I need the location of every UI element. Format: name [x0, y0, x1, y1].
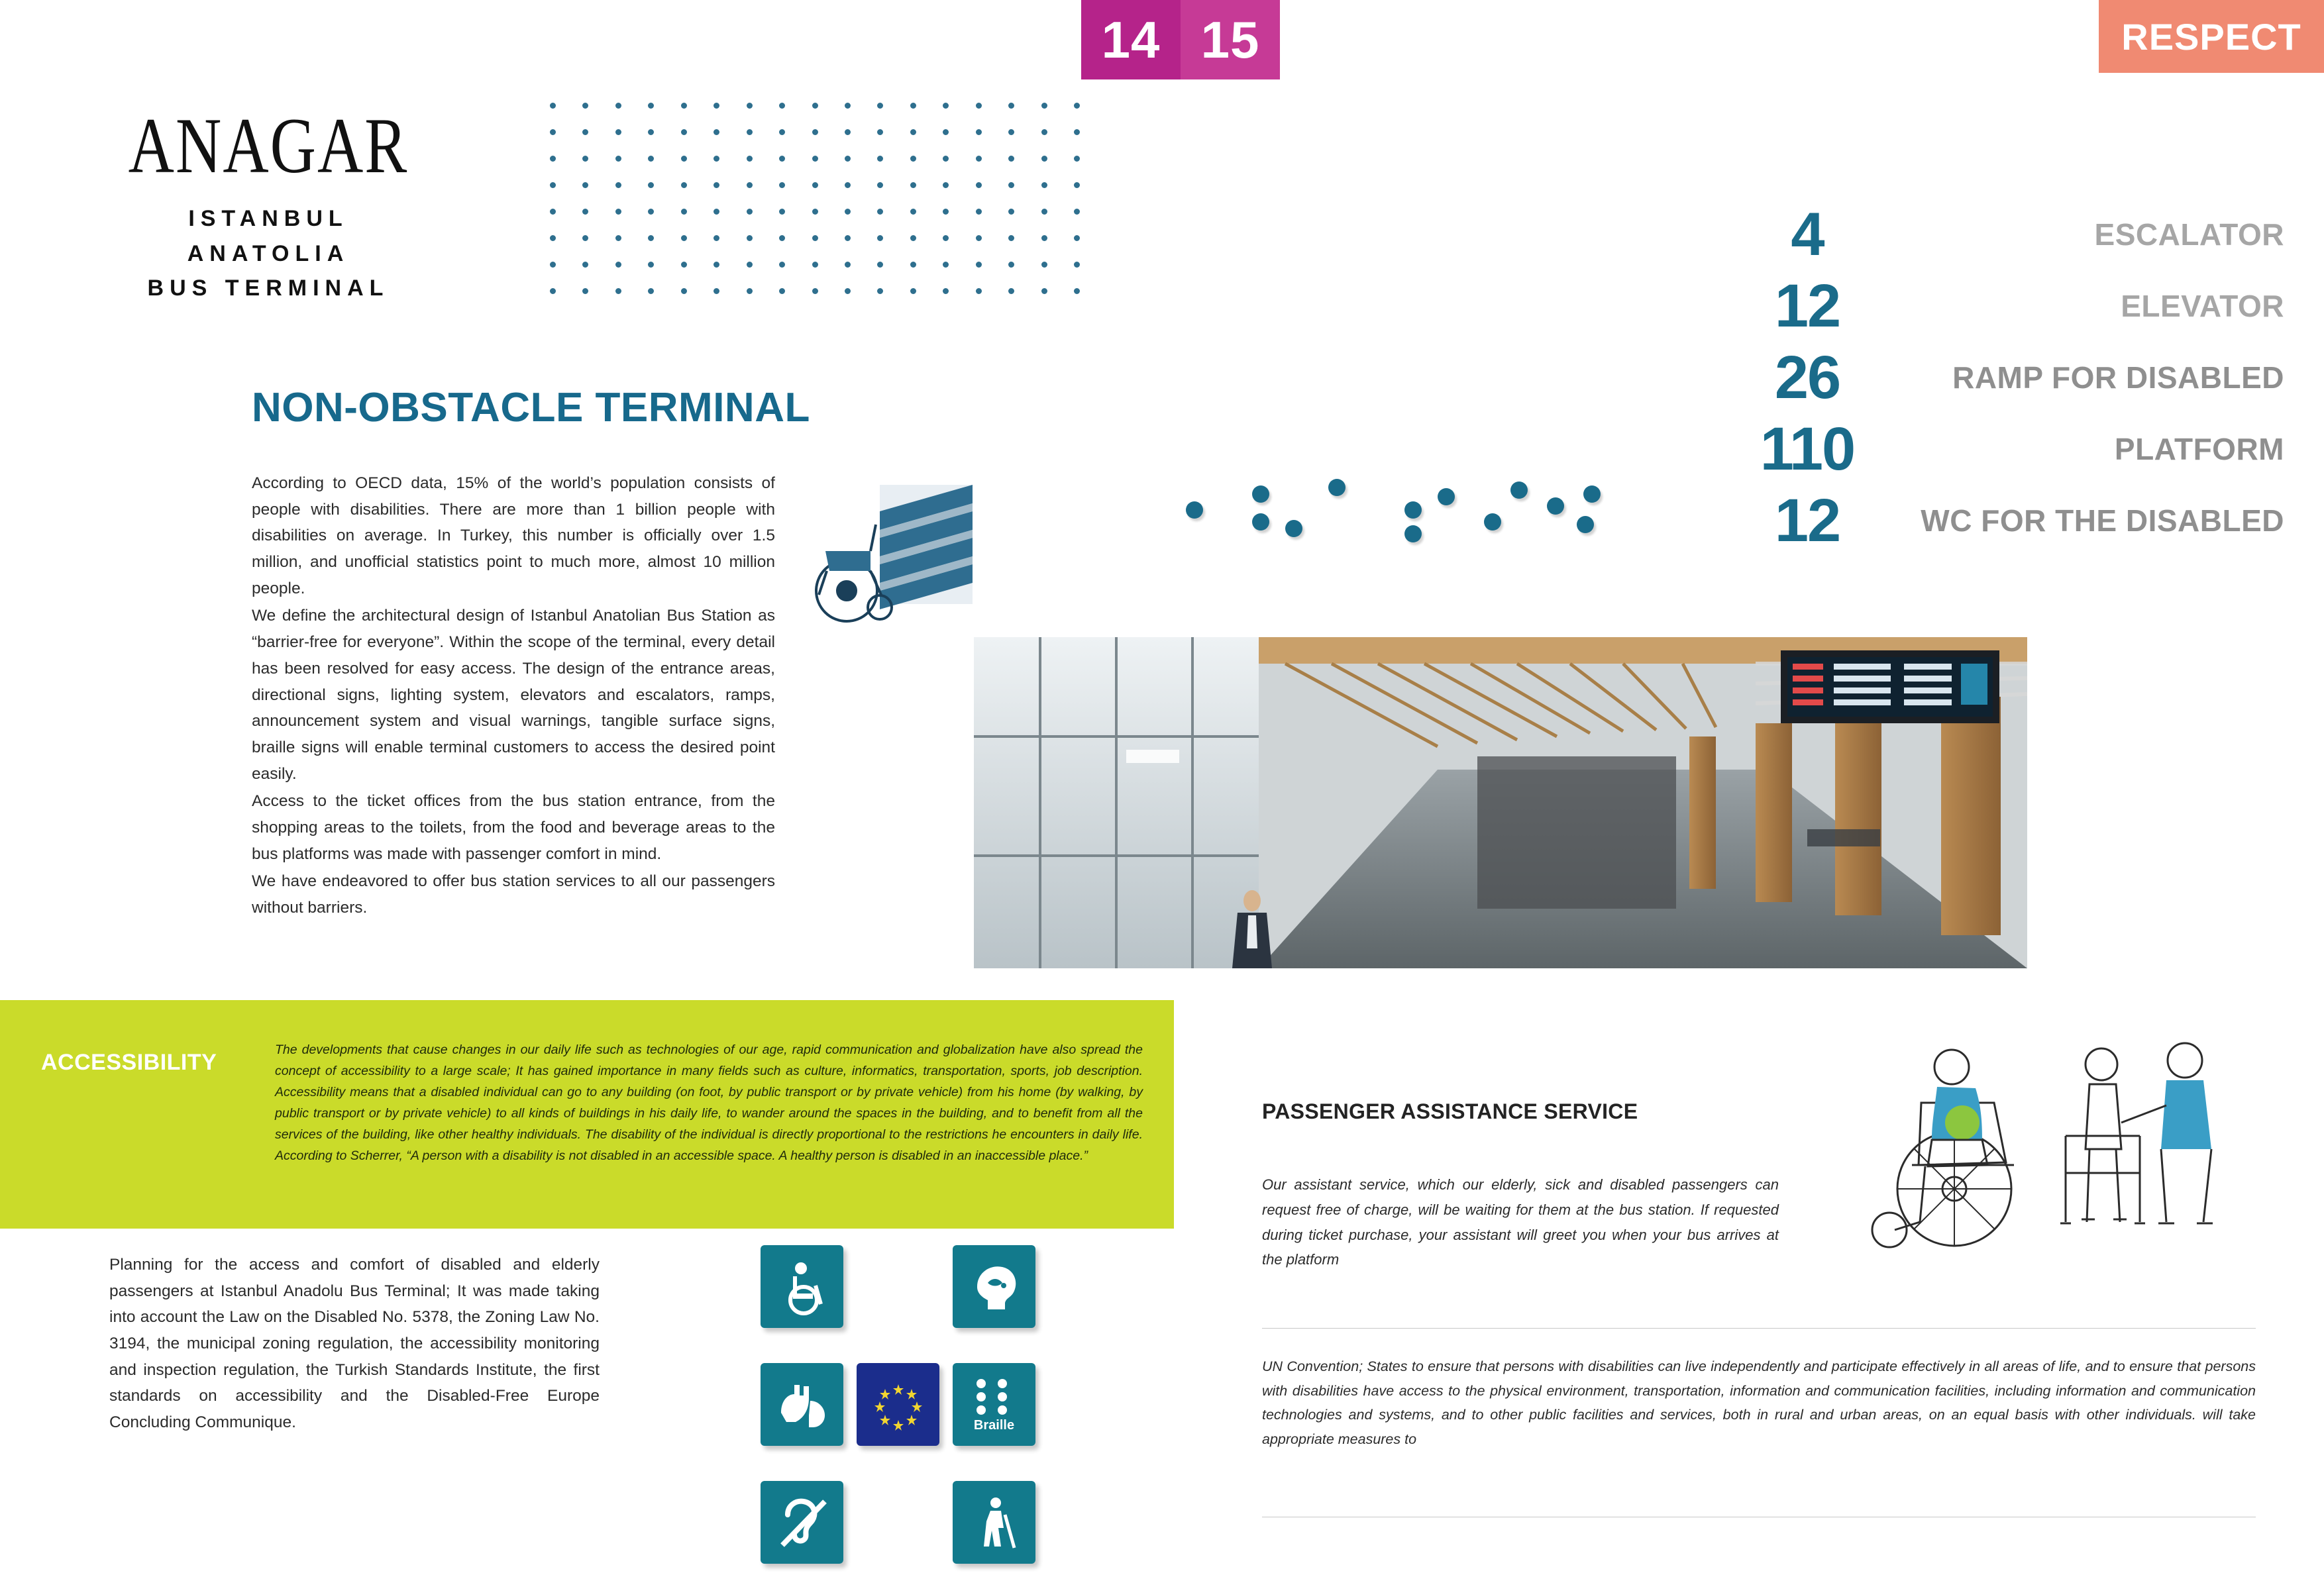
grid-dot [976, 156, 982, 162]
grid-dot [615, 129, 621, 135]
grid-dot [812, 129, 818, 135]
dot-grid-row [550, 156, 1080, 162]
dot-grid-row [550, 182, 1080, 188]
grid-dot [582, 288, 588, 294]
grid-dot [877, 103, 883, 109]
grid-dot [681, 262, 687, 268]
grid-dot [648, 103, 654, 109]
grid-dot [779, 156, 785, 162]
stat-row [1741, 342, 2284, 413]
grid-dot [1074, 129, 1080, 135]
grid-dot [747, 262, 753, 268]
grid-dot [910, 156, 916, 162]
grid-dot [877, 235, 883, 241]
stat-value: 12 [1774, 272, 1840, 340]
grid-dot [812, 103, 818, 109]
grid-dot [713, 262, 719, 268]
grid-dot [845, 103, 851, 109]
grid-dot [747, 103, 753, 109]
grid-dot [779, 288, 785, 294]
grid-dot [1074, 288, 1080, 294]
stat-value: 4 [1791, 200, 1824, 268]
grid-dot [845, 209, 851, 215]
braille-dot [1583, 485, 1601, 503]
terminal-interior-photo [974, 637, 2027, 968]
grid-dot [681, 235, 687, 241]
braille-dot [1577, 516, 1594, 533]
grid-dot [812, 209, 818, 215]
logo-wordmark: ANAGAR [128, 101, 409, 190]
grid-dot [648, 288, 654, 294]
grid-dot [747, 235, 753, 241]
grid-dot [943, 209, 949, 215]
grid-dot [976, 182, 982, 188]
grid-dot [615, 103, 621, 109]
dot-grid-row [550, 235, 1080, 241]
grid-dot [681, 103, 687, 109]
dot-grid-row [550, 209, 1080, 215]
hearing-impaired-icon [761, 1481, 843, 1564]
assistance-illustration [1795, 1023, 2259, 1282]
legal-basis-text: Planning for the access and comfort of disabled and elderly passengers at Istanbul Anadolu Bus Terminal; It was made taking into account the Law on the Disabled No. 5378, the Zoning Law No. 3194, the municipal zoning regulation, the accessibility monitoring and inspection regulation, the Turkish Standards Institute, the first standards on accessibility and the Disabled-Free Europe Concluding Communique. [109, 1256, 600, 1432]
grid-dot [582, 182, 588, 188]
grid-dot [582, 129, 588, 135]
grid-dot [1041, 182, 1047, 188]
blind-cane-icon [953, 1481, 1035, 1564]
grid-dot [910, 262, 916, 268]
wheelchair-access-icon [761, 1245, 843, 1328]
grid-dot [648, 156, 654, 162]
page-number-left: 14 [1081, 0, 1181, 79]
grid-dot [1041, 129, 1047, 135]
grid-dot [1041, 235, 1047, 241]
grid-dot [943, 182, 949, 188]
grid-dot [713, 129, 719, 135]
grid-dot [713, 182, 719, 188]
grid-dot [910, 235, 916, 241]
grid-dot [1041, 156, 1047, 162]
grid-dot [943, 103, 949, 109]
grid-dot [910, 182, 916, 188]
grid-dot [943, 156, 949, 162]
logo-subtitle-line-3: BUS TERMINAL [147, 276, 390, 301]
dot-grid-row [550, 129, 1080, 135]
grid-dot [877, 182, 883, 188]
cognitive-disability-icon [953, 1245, 1035, 1328]
grid-dot [713, 103, 719, 109]
grid-dot [550, 129, 556, 135]
braille-dot [1547, 497, 1564, 515]
intro-paragraph: According to OECD data, 15% of the world’s population consists of people with disabilities. There are more than 1 billion people with disabilities on average. In Turkey, this number is officially over 1.5 million, and unofficial statistics point to much more, almost 10 million people. [252, 474, 775, 597]
grid-dot [976, 288, 982, 294]
europe-flag-icon [857, 1363, 939, 1446]
grid-dot [779, 182, 785, 188]
braille-dot [1252, 513, 1269, 531]
braille-dot [1252, 485, 1269, 503]
grid-dot [877, 209, 883, 215]
grid-dot [582, 262, 588, 268]
grid-dot [1041, 288, 1047, 294]
grid-dot [582, 156, 588, 162]
braille-dot [1510, 482, 1528, 499]
grid-dot [877, 129, 883, 135]
grid-dot [615, 235, 621, 241]
grid-dot [845, 288, 851, 294]
stat-label: PLATFORM [2114, 432, 2284, 466]
section-tag-respect: RESPECT [2099, 0, 2324, 73]
logo-block [126, 101, 411, 306]
braille-dot [1404, 501, 1422, 519]
logo-subtitle [126, 201, 411, 306]
dot-grid-row [550, 288, 1080, 294]
grid-dot [648, 182, 654, 188]
grid-dot [1008, 288, 1014, 294]
grid-dot [648, 129, 654, 135]
grid-dot [1008, 129, 1014, 135]
grid-dot [713, 235, 719, 241]
grid-dot [877, 262, 883, 268]
grid-dot [681, 209, 687, 215]
logo-subtitle-line-1: ISTANBUL [188, 206, 348, 231]
grid-dot [747, 182, 753, 188]
wheelchair-stairs-image [807, 472, 979, 637]
grid-dot [582, 235, 588, 241]
grid-dot [812, 288, 818, 294]
grid-dot [681, 182, 687, 188]
grid-dot [1074, 103, 1080, 109]
grid-dot [779, 235, 785, 241]
grid-dot [976, 262, 982, 268]
braille-dot [1285, 520, 1302, 537]
grid-dot [943, 262, 949, 268]
grid-dot [976, 129, 982, 135]
grid-dot [779, 129, 785, 135]
grid-dot [779, 103, 785, 109]
grid-dot [648, 209, 654, 215]
grid-dot [845, 156, 851, 162]
grid-dot [976, 209, 982, 215]
logo-subtitle-line-2: ANATOLIA [187, 240, 350, 266]
braille-dots-decoration [1186, 474, 1597, 540]
grid-dot [1074, 182, 1080, 188]
grid-dot [550, 156, 556, 162]
grid-dot [615, 288, 621, 294]
grid-dot [845, 235, 851, 241]
braille-dot [1438, 488, 1455, 505]
grid-dot [877, 156, 883, 162]
grid-dot [747, 156, 753, 162]
facility-stats [1741, 199, 2284, 556]
grid-dot [681, 288, 687, 294]
sign-language-icon [761, 1363, 843, 1446]
grid-dot [1008, 235, 1014, 241]
grid-dot [910, 129, 916, 135]
grid-dot [943, 235, 949, 241]
grid-dot [582, 103, 588, 109]
braille-icon [953, 1363, 1035, 1446]
braille-dot [1328, 479, 1346, 496]
grid-dot [681, 156, 687, 162]
grid-dot [615, 209, 621, 215]
un-convention-text: UN Convention; States to ensure that persons with disabilities can live independently and participate effectively in all areas of life, and to ensure that persons with disabilities have access to the physical environment, transportation, information and communication facilities, including information and communication technologies and systems, and to other public facilities and services, both in rural and urban areas, on an equal basis with other individuals. will take appropriate measures to [1262, 1358, 2256, 1447]
stat-value: 12 [1774, 486, 1840, 554]
grid-dot [812, 182, 818, 188]
grid-dot [615, 182, 621, 188]
grid-dot [943, 288, 949, 294]
grid-dot [550, 209, 556, 215]
grid-dot [1041, 209, 1047, 215]
accessibility-text: The developments that cause changes in our daily life such as technologies of our age, rapid communication and globalization have also spread the concept of accessibility to a large scale; It has gained importance in many fields such as culture, informatics, transportation, sports, job description. Accessibility means that a disabled individual can go to any building (on foot, by public transport or by private vehicle) from his home (by walking, by public transport or by private vehicle) to all kinds of buildings in his daily life, to wander around the spaces in the building, and to benefit from all the services of the building, like other healthy individuals. The disability of the individual is directly proportional to the restrictions he encounters in daily life. According to Scherrer, “A person with a disability is not disabled in an accessible space. A healthy person is disabled in an inaccessible place.” [275, 1042, 1143, 1163]
grid-dot [1008, 209, 1014, 215]
grid-dot [1041, 103, 1047, 109]
stat-row [1741, 413, 2284, 485]
grid-dot [615, 262, 621, 268]
dot-grid-row [550, 103, 1080, 109]
grid-dot [779, 262, 785, 268]
grid-dot [812, 156, 818, 162]
grid-dot [1074, 156, 1080, 162]
grid-dot [615, 156, 621, 162]
intro-paragraph: We have endeavored to offer bus station services to all our passengers without barriers. [252, 872, 775, 917]
grid-dot [747, 288, 753, 294]
grid-dot [747, 209, 753, 215]
intro-paragraph: Access to the ticket offices from the bus station entrance, from the shopping areas to the toilets, from the food and beverage areas to the bus platforms was made with passenger comfort in mind. [252, 792, 775, 863]
grid-dot [648, 235, 654, 241]
accessibility-title: ACCESSIBILITY [41, 1050, 217, 1075]
grid-dot [976, 235, 982, 241]
grid-dot [845, 182, 851, 188]
stat-value: 110 [1760, 415, 1855, 483]
grid-dot [1008, 182, 1014, 188]
grid-dot [681, 129, 687, 135]
stat-value: 26 [1774, 343, 1840, 411]
grid-dot [812, 262, 818, 268]
stat-row [1741, 270, 2284, 342]
stat-row [1741, 199, 2284, 270]
stat-label: WC FOR THE DISABLED [1921, 503, 2284, 538]
grid-dot [943, 129, 949, 135]
grid-dot [747, 129, 753, 135]
stat-label: ESCALATOR [2094, 217, 2284, 252]
grid-dot [1041, 262, 1047, 268]
grid-dot [1008, 156, 1014, 162]
braille-dot [1404, 525, 1422, 542]
dot-grid-row [550, 262, 1080, 268]
braille-dot [1186, 501, 1203, 519]
grid-dot [910, 103, 916, 109]
grid-dot [550, 262, 556, 268]
stat-label: RAMP FOR DISABLED [1952, 360, 2284, 395]
grid-dot [1074, 262, 1080, 268]
braille-icon-label: Braille [973, 1418, 1015, 1433]
grid-dot [713, 209, 719, 215]
grid-dot [648, 262, 654, 268]
grid-dot [1074, 209, 1080, 215]
stat-label: ELEVATOR [2121, 289, 2284, 323]
grid-dot [877, 288, 883, 294]
assistance-title: PASSENGER ASSISTANCE SERVICE [1262, 1099, 1638, 1123]
grid-dot [779, 209, 785, 215]
page-number-right: 15 [1181, 0, 1280, 79]
dot-grid-decoration [550, 103, 1080, 315]
grid-dot [550, 288, 556, 294]
page-number-badges [1081, 0, 1280, 79]
grid-dot [550, 235, 556, 241]
page-title: NON-OBSTACLE TERMINAL [252, 385, 810, 431]
grid-dot [845, 262, 851, 268]
grid-dot [812, 235, 818, 241]
grid-dot [550, 182, 556, 188]
grid-dot [1074, 235, 1080, 241]
grid-dot [910, 209, 916, 215]
grid-dot [1008, 262, 1014, 268]
divider-top [1262, 1328, 2256, 1329]
grid-dot [910, 288, 916, 294]
grid-dot [976, 103, 982, 109]
accessibility-pictograms [761, 1245, 1065, 1563]
grid-dot [1008, 103, 1014, 109]
braille-dot [1484, 513, 1501, 531]
grid-dot [713, 156, 719, 162]
assistance-text: Our assistant service, which our elderly, sick and disabled passengers can request free of charge, will be waiting for them at the bus station. If requested during ticket purchase, your assistant will greet you when your bus arrives at the platform [1262, 1176, 1779, 1268]
grid-dot [713, 288, 719, 294]
intro-paragraph: We define the architectural design of Istanbul Anatolian Bus Station as “barrier-free for everyone”. Within the scope of the terminal, every detail has been resolved for easy access. The design of the entrance areas, directional signs, lighting system, elevators and escalators, ramps, announcement system and visual warnings, tangible surface signs, braille signs will enable terminal customers to access the desired point easily. [252, 607, 775, 783]
grid-dot [845, 129, 851, 135]
stat-row [1741, 485, 2284, 556]
intro-body-text [252, 470, 775, 923]
grid-dot [550, 103, 556, 109]
grid-dot [582, 209, 588, 215]
